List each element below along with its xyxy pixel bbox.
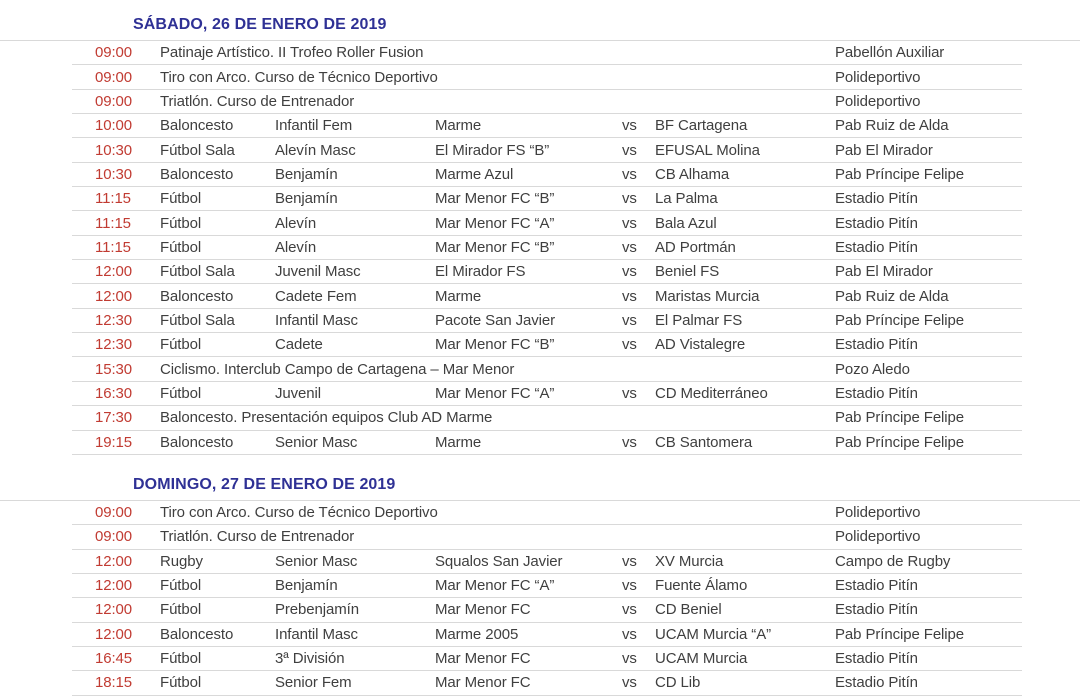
event-venue: Polideportivo	[835, 68, 921, 86]
event-time: 12:00	[95, 552, 133, 570]
event-away-team: El Palmar FS	[655, 311, 743, 329]
event-sport: Baloncesto	[160, 433, 234, 451]
event-sport: Fútbol Sala	[160, 141, 235, 159]
event-home-team: Mar Menor FC	[435, 601, 531, 619]
event-row	[72, 211, 1022, 235]
event-category: Juvenil Masc	[275, 263, 361, 281]
event-venue: Estadio Pitín	[835, 336, 918, 354]
event-time: 17:30	[95, 409, 133, 427]
event-home-team: Marme	[435, 287, 482, 305]
event-category: Infantil Masc	[275, 625, 358, 643]
event-vs-label: vs	[622, 263, 637, 281]
event-home-team: Marme	[435, 117, 482, 135]
event-vs-label: vs	[622, 384, 637, 402]
event-sport: Baloncesto	[160, 287, 234, 305]
event-away-team: EFUSAL Molina	[655, 141, 760, 159]
event-venue: Polideportivo	[835, 528, 921, 546]
event-vs-label: vs	[622, 650, 637, 668]
event-category: Senior Masc	[275, 552, 358, 570]
event-description: Triatlón. Curso de Entrenador	[160, 528, 355, 546]
event-venue: Estadio Pitín	[835, 674, 918, 692]
event-time: 11:15	[95, 214, 131, 232]
event-home-team: Marme 2005	[435, 625, 519, 643]
event-home-team: Squalos San Javier	[435, 552, 563, 570]
event-venue: Campo de Rugby	[835, 552, 951, 570]
event-time: 19:15	[95, 433, 133, 451]
event-category: Infantil Fem	[275, 117, 353, 135]
event-sport: Fútbol	[160, 384, 202, 402]
event-sport: Fútbol	[160, 674, 202, 692]
event-vs-label: vs	[622, 601, 637, 619]
event-description: Tiro con Arco. Curso de Técnico Deportivo	[160, 68, 438, 86]
event-venue: Polideportivo	[835, 504, 921, 522]
event-vs-label: vs	[622, 117, 637, 135]
event-category: Benjamín	[275, 577, 338, 595]
event-venue: Estadio Pitín	[835, 577, 918, 595]
event-sport: Baloncesto	[160, 117, 234, 135]
event-description: Ciclismo. Interclub Campo de Cartagena – Mar Menor	[160, 360, 515, 378]
event-row	[72, 236, 1022, 260]
event-away-team: Maristas Murcia	[655, 287, 760, 305]
event-description: Patinaje Artístico. II Trofeo Roller Fusion	[160, 44, 424, 62]
event-away-team: AD Portmán	[655, 238, 736, 256]
event-row	[72, 406, 1022, 430]
event-time: 12:00	[95, 287, 133, 305]
event-home-team: Mar Menor FC “B”	[435, 336, 555, 354]
event-category: Benjamín	[275, 165, 338, 183]
event-category: Benjamín	[275, 190, 338, 208]
event-category: Juvenil	[275, 384, 321, 402]
event-home-team: Mar Menor FC “A”	[435, 384, 555, 402]
event-vs-label: vs	[622, 214, 637, 232]
event-category: Cadete	[275, 336, 323, 354]
event-sport: Rugby	[160, 552, 203, 570]
event-time: 09:00	[95, 92, 133, 110]
event-home-team: Mar Menor FC “B”	[435, 190, 555, 208]
event-time: 10:30	[95, 165, 133, 183]
event-category: 3ª División	[275, 650, 345, 668]
event-away-team: CD Lib	[655, 674, 701, 692]
event-home-team: El Mirador FS “B”	[435, 141, 550, 159]
event-home-team: Mar Menor FC	[435, 650, 531, 668]
event-sport: Fútbol	[160, 601, 202, 619]
event-away-team: XV Murcia	[655, 552, 724, 570]
event-row	[72, 525, 1022, 549]
event-time: 11:15	[95, 190, 131, 208]
event-venue: Pab Ruiz de Alda	[835, 287, 949, 305]
event-sport: Fútbol	[160, 650, 202, 668]
event-home-team: Pacote San Javier	[435, 311, 556, 329]
event-row	[72, 90, 1022, 114]
event-home-team: Mar Menor FC “B”	[435, 238, 555, 256]
event-home-team: Mar Menor FC	[435, 674, 531, 692]
event-row	[72, 647, 1022, 671]
event-venue: Pab Príncipe Felipe	[835, 311, 965, 329]
event-sport: Fútbol	[160, 214, 202, 232]
event-home-team: Marme	[435, 433, 482, 451]
event-row	[72, 284, 1022, 308]
event-row	[72, 431, 1022, 455]
event-venue: Estadio Pitín	[835, 214, 918, 232]
event-sport: Fútbol Sala	[160, 311, 235, 329]
event-vs-label: vs	[622, 552, 637, 570]
event-away-team: Bala Azul	[655, 214, 717, 232]
event-row	[72, 138, 1022, 162]
event-venue: Pab Príncipe Felipe	[835, 433, 965, 451]
event-venue: Pab Príncipe Felipe	[835, 409, 965, 427]
event-time: 16:45	[95, 650, 133, 668]
event-home-team: El Mirador FS	[435, 263, 526, 281]
event-time: 11:15	[95, 238, 131, 256]
event-time: 12:30	[95, 336, 133, 354]
event-row	[72, 623, 1022, 647]
event-venue: Pab El Mirador	[835, 141, 933, 159]
event-time: 10:00	[95, 117, 133, 135]
event-away-team: CD Mediterráneo	[655, 384, 768, 402]
event-vs-label: vs	[622, 577, 637, 595]
event-vs-label: vs	[622, 674, 637, 692]
day-title: SÁBADO, 26 DE ENERO DE 2019	[133, 16, 387, 33]
event-venue: Pab El Mirador	[835, 263, 933, 281]
event-description: Baloncesto. Presentación equipos Club AD Marme	[160, 409, 493, 427]
event-away-team: UCAM Murcia “A”	[655, 625, 772, 643]
event-row	[72, 574, 1022, 598]
event-away-team: Beniel FS	[655, 263, 720, 281]
event-vs-label: vs	[622, 336, 637, 354]
event-row	[72, 260, 1022, 284]
day-section-sunday	[0, 455, 1080, 696]
event-vs-label: vs	[622, 141, 637, 159]
event-venue: Pabellón Auxiliar	[835, 44, 945, 62]
event-away-team: La Palma	[655, 190, 718, 208]
event-venue: Polideportivo	[835, 92, 921, 110]
event-venue: Pab Ruiz de Alda	[835, 117, 949, 135]
event-venue: Estadio Pitín	[835, 384, 918, 402]
event-row	[72, 598, 1022, 622]
event-sport: Fútbol Sala	[160, 263, 235, 281]
event-time: 09:00	[95, 68, 133, 86]
event-home-team: Marme Azul	[435, 165, 514, 183]
event-sport: Fútbol	[160, 336, 202, 354]
event-venue: Estadio Pitín	[835, 601, 918, 619]
event-row	[72, 309, 1022, 333]
event-row	[72, 357, 1022, 381]
event-away-team: CB Alhama	[655, 165, 730, 183]
event-away-team: AD Vistalegre	[655, 336, 746, 354]
event-vs-label: vs	[622, 625, 637, 643]
event-time: 12:00	[95, 577, 133, 595]
event-venue: Pozo Aledo	[835, 360, 910, 378]
event-time: 12:00	[95, 263, 133, 281]
event-time: 09:00	[95, 504, 133, 522]
event-away-team: UCAM Murcia	[655, 650, 748, 668]
event-sport: Fútbol	[160, 190, 202, 208]
event-sport: Fútbol	[160, 577, 202, 595]
event-vs-label: vs	[622, 287, 637, 305]
event-row	[72, 187, 1022, 211]
event-time: 09:00	[95, 528, 133, 546]
event-rows	[0, 500, 1080, 696]
event-row	[72, 163, 1022, 187]
event-sport: Fútbol	[160, 238, 202, 256]
event-away-team: BF Cartagena	[655, 117, 748, 135]
event-time: 16:30	[95, 384, 133, 402]
event-time: 12:00	[95, 625, 133, 643]
event-vs-label: vs	[622, 433, 637, 451]
event-time: 10:30	[95, 141, 133, 159]
event-row	[72, 65, 1022, 89]
event-category: Alevín	[275, 214, 317, 232]
event-venue: Estadio Pitín	[835, 650, 918, 668]
event-row	[72, 550, 1022, 574]
event-row	[72, 114, 1022, 138]
event-sport: Baloncesto	[160, 165, 234, 183]
event-time: 12:00	[95, 601, 133, 619]
event-home-team: Mar Menor FC “A”	[435, 214, 555, 232]
event-vs-label: vs	[622, 238, 637, 256]
event-row	[72, 501, 1022, 525]
event-sport: Baloncesto	[160, 625, 234, 643]
event-away-team: Fuente Álamo	[655, 577, 748, 595]
event-category: Alevín Masc	[275, 141, 356, 159]
event-away-team: CB Santomera	[655, 433, 753, 451]
event-row	[72, 41, 1022, 65]
event-time: 18:15	[95, 674, 133, 692]
event-rows	[0, 40, 1080, 455]
event-venue: Estadio Pitín	[835, 190, 918, 208]
event-time: 15:30	[95, 360, 133, 378]
event-venue: Pab Príncipe Felipe	[835, 625, 965, 643]
event-venue: Pab Príncipe Felipe	[835, 165, 965, 183]
event-category: Alevín	[275, 238, 317, 256]
event-category: Cadete Fem	[275, 287, 357, 305]
event-vs-label: vs	[622, 311, 637, 329]
event-row	[72, 382, 1022, 406]
event-row	[72, 671, 1022, 695]
event-category: Infantil Masc	[275, 311, 358, 329]
event-time: 12:30	[95, 311, 133, 329]
event-home-team: Mar Menor FC “A”	[435, 577, 555, 595]
event-description: Tiro con Arco. Curso de Técnico Deportivo	[160, 504, 438, 522]
event-vs-label: vs	[622, 165, 637, 183]
event-category: Prebenjamín	[275, 601, 359, 619]
event-category: Senior Masc	[275, 433, 358, 451]
event-category: Senior Fem	[275, 674, 352, 692]
event-description: Triatlón. Curso de Entrenador	[160, 92, 355, 110]
day-title: DOMINGO, 27 DE ENERO DE 2019	[133, 475, 396, 493]
event-time: 09:00	[95, 44, 133, 62]
event-row	[72, 333, 1022, 357]
event-vs-label: vs	[622, 190, 637, 208]
event-away-team: CD Beniel	[655, 601, 722, 619]
event-venue: Estadio Pitín	[835, 238, 918, 256]
